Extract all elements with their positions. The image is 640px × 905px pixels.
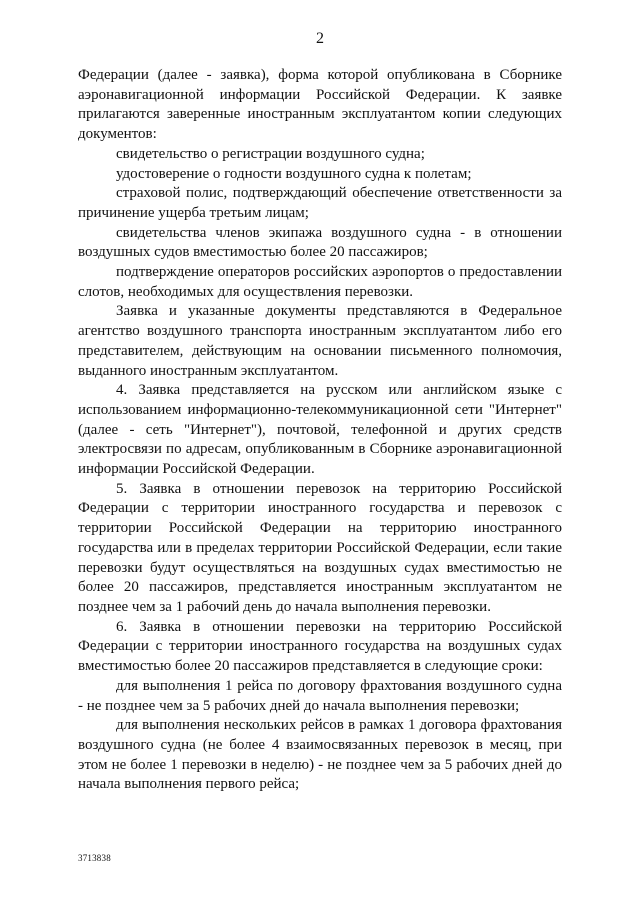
- paragraph-continuation: Федерации (далее - заявка), форма которой опубликована в Сборнике аэронавигационной информации Российской Федерации. К заявке прилагаются заверенные иностранным эксплуатантом копии следующих документов:: [78, 67, 562, 143]
- list-item-insurance-policy: страховой полис, подтверждающий обеспечение ответственности за причинение ущерба третьим лицам;: [78, 185, 562, 221]
- list-item-registration-certificate: свидетельство о регистрации воздушного судна;: [116, 145, 425, 162]
- list-item-crew-certificates: свидетельства членов экипажа воздушного судна - в отношении воздушных судов вместимостью более 20 пассажиров;: [78, 224, 562, 261]
- paragraph-4: 4. Заявка представляется на русском или английском языке с использованием информационно-телекоммуникационной сети "Интернет" (далее - сеть "Интернет"), почтовой, телефонной и других средств электросвязи по адресам, опубликованным в Сборнике аэронавигационной информации Российской Федерации.: [78, 382, 562, 478]
- paragraph-5: 5. Заявка в отношении перевозок на территорию Российской Федерации с территории иностранного государства и перевозок с территории Российской Федерации на территорию иностранного государства или в пределах территории Российской Федерации, если такие перевозки будут осуществляться на воздушных судах вместимостью не более 20 пассажиров, представляется иностранным эксплуатантом не позднее чем за 1 рабочий день до начала выполнения перевозки.: [78, 480, 562, 615]
- list-item-airworthiness-certificate: удостоверение о годности воздушного судна к полетам;: [116, 165, 472, 182]
- page-number: 2: [316, 30, 324, 47]
- document-code: 3713838: [78, 853, 111, 863]
- list-item-multiple-flights: для выполнения нескольких рейсов в рамках 1 договора фрахтования воздушного судна (не более 4 взаимосвязанных перевозок в месяц, при этом не более 1 перевозки в неделю) - не позднее чем за 5 рабочих дней до начала выполнения первого рейса;: [78, 717, 562, 793]
- list-item-single-flight: для выполнения 1 рейса по договору фрахтования воздушного судна - не позднее чем за 5 рабочих дней до начала выполнения перевозки;: [78, 677, 562, 714]
- list-item-slot-confirmation: подтверждение операторов российских аэропортов о предоставлении слотов, необходимых для осуществления перевозки.: [78, 264, 562, 300]
- paragraph-submission: Заявка и указанные документы представляются в Федеральное агентство воздушного транспорта иностранным эксплуатантом либо его представителем, действующим на основании письменного полномочия, выданного иностранным эксплуатантом.: [78, 303, 562, 379]
- paragraph-6: 6. Заявка в отношении перевозки на территорию Российской Федерации с территории иностранного государства на воздушных судах вместимостью более 20 пассажиров представляется в следующие сроки:: [78, 618, 562, 675]
- document-body: [78, 66, 562, 795]
